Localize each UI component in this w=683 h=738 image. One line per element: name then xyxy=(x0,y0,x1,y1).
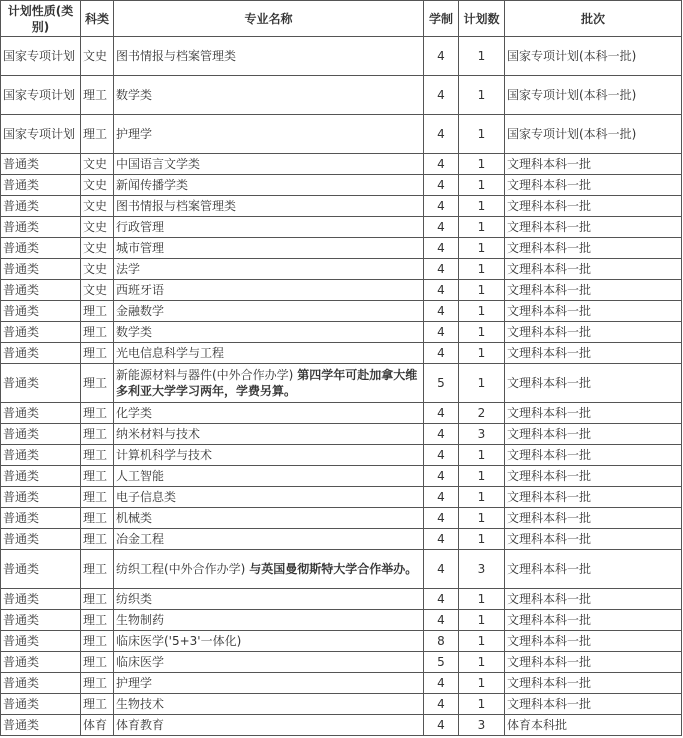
batch-cell: 文理科本科一批 xyxy=(505,529,682,550)
table-row xyxy=(1,37,682,76)
major-cell xyxy=(114,196,424,217)
quota-cell: 1 xyxy=(459,154,505,175)
years-cell: 4 xyxy=(424,466,459,487)
subject-cell: 理工 xyxy=(81,487,114,508)
major-name: 行政管理 xyxy=(116,220,165,234)
major-name: 纺织工程(中外合作办学) xyxy=(116,562,250,576)
table-row xyxy=(1,280,682,301)
batch-cell: 文理科本科一批 xyxy=(505,487,682,508)
years-cell: 4 xyxy=(424,508,459,529)
type-cell: 普通类 xyxy=(1,403,81,424)
major-name: 计算机科学与技术 xyxy=(116,448,213,462)
major-name: 中国语言文学类 xyxy=(116,157,201,171)
subject-cell: 理工 xyxy=(81,322,114,343)
type-cell: 普通类 xyxy=(1,589,81,610)
subject-cell: 文史 xyxy=(81,37,114,76)
major-cell xyxy=(114,424,424,445)
table-row xyxy=(1,154,682,175)
batch-cell: 文理科本科一批 xyxy=(505,259,682,280)
batch-cell: 文理科本科一批 xyxy=(505,466,682,487)
table-row xyxy=(1,529,682,550)
quota-cell: 1 xyxy=(459,115,505,154)
subject-cell: 理工 xyxy=(81,673,114,694)
major-cell xyxy=(114,715,424,736)
batch-cell: 文理科本科一批 xyxy=(505,403,682,424)
major-name: 图书情报与档案管理类 xyxy=(116,49,237,63)
batch-cell: 国家专项计划(本科一批) xyxy=(505,76,682,115)
table-row xyxy=(1,259,682,280)
batch-cell: 文理科本科一批 xyxy=(505,322,682,343)
table-row xyxy=(1,610,682,631)
subject-cell: 理工 xyxy=(81,529,114,550)
quota-cell: 1 xyxy=(459,487,505,508)
major-cell xyxy=(114,175,424,196)
major-cell xyxy=(114,487,424,508)
table-row xyxy=(1,217,682,238)
years-cell: 4 xyxy=(424,280,459,301)
quota-cell: 1 xyxy=(459,652,505,673)
table-row xyxy=(1,550,682,589)
major-cell xyxy=(114,259,424,280)
type-cell: 普通类 xyxy=(1,715,81,736)
quota-cell: 1 xyxy=(459,364,505,403)
table-row xyxy=(1,424,682,445)
header-major: 专业名称 xyxy=(114,1,424,37)
header-row xyxy=(1,1,682,37)
batch-cell: 国家专项计划(本科一批) xyxy=(505,115,682,154)
quota-cell: 1 xyxy=(459,694,505,715)
quota-cell: 1 xyxy=(459,322,505,343)
quota-cell: 1 xyxy=(459,529,505,550)
major-cell xyxy=(114,694,424,715)
subject-cell: 理工 xyxy=(81,550,114,589)
type-cell: 普通类 xyxy=(1,364,81,403)
subject-cell: 理工 xyxy=(81,403,114,424)
years-cell: 4 xyxy=(424,715,459,736)
major-cell xyxy=(114,508,424,529)
type-cell: 普通类 xyxy=(1,196,81,217)
quota-cell: 1 xyxy=(459,76,505,115)
subject-cell: 理工 xyxy=(81,694,114,715)
major-name: 冶金工程 xyxy=(116,532,165,546)
table-row xyxy=(1,76,682,115)
subject-cell: 文史 xyxy=(81,259,114,280)
major-cell xyxy=(114,301,424,322)
type-cell: 普通类 xyxy=(1,487,81,508)
years-cell: 4 xyxy=(424,115,459,154)
subject-cell: 体育 xyxy=(81,715,114,736)
table-row xyxy=(1,322,682,343)
years-cell: 4 xyxy=(424,301,459,322)
major-name: 纳米材料与技术 xyxy=(116,427,201,441)
years-cell: 4 xyxy=(424,217,459,238)
batch-cell: 文理科本科一批 xyxy=(505,445,682,466)
batch-cell: 文理科本科一批 xyxy=(505,694,682,715)
type-cell: 国家专项计划 xyxy=(1,37,81,76)
batch-cell: 文理科本科一批 xyxy=(505,589,682,610)
subject-cell: 理工 xyxy=(81,631,114,652)
years-cell: 5 xyxy=(424,364,459,403)
subject-cell: 文史 xyxy=(81,175,114,196)
years-cell: 8 xyxy=(424,631,459,652)
major-cell xyxy=(114,154,424,175)
quota-cell: 1 xyxy=(459,301,505,322)
table-row xyxy=(1,652,682,673)
table-row xyxy=(1,508,682,529)
type-cell: 普通类 xyxy=(1,631,81,652)
batch-cell: 文理科本科一批 xyxy=(505,217,682,238)
subject-cell: 文史 xyxy=(81,280,114,301)
years-cell: 4 xyxy=(424,424,459,445)
major-cell xyxy=(114,652,424,673)
quota-cell: 1 xyxy=(459,508,505,529)
quota-cell: 1 xyxy=(459,175,505,196)
batch-cell: 文理科本科一批 xyxy=(505,175,682,196)
type-cell: 普通类 xyxy=(1,673,81,694)
type-cell: 普通类 xyxy=(1,343,81,364)
major-cell xyxy=(114,550,424,589)
major-cell xyxy=(114,322,424,343)
major-note: 第四学年可赴加拿大维多利亚大学学习两年，学费另算。 xyxy=(116,368,418,398)
type-cell: 普通类 xyxy=(1,175,81,196)
subject-cell: 理工 xyxy=(81,652,114,673)
batch-cell: 文理科本科一批 xyxy=(505,238,682,259)
type-cell: 国家专项计划 xyxy=(1,76,81,115)
table-row xyxy=(1,487,682,508)
major-cell xyxy=(114,529,424,550)
type-cell: 普通类 xyxy=(1,154,81,175)
years-cell: 4 xyxy=(424,259,459,280)
major-name: 体育教育 xyxy=(116,718,165,732)
quota-cell: 3 xyxy=(459,424,505,445)
major-cell xyxy=(114,631,424,652)
header-type: 计划性质(类别) xyxy=(1,1,81,37)
major-cell xyxy=(114,217,424,238)
quota-cell: 3 xyxy=(459,715,505,736)
years-cell: 4 xyxy=(424,487,459,508)
major-cell xyxy=(114,115,424,154)
table-row xyxy=(1,694,682,715)
subject-cell: 理工 xyxy=(81,115,114,154)
major-name: 临床医学('5+3'一体化) xyxy=(116,634,242,648)
header-subject: 科类 xyxy=(81,1,114,37)
table-row xyxy=(1,673,682,694)
years-cell: 4 xyxy=(424,610,459,631)
quota-cell: 1 xyxy=(459,238,505,259)
table-row xyxy=(1,715,682,736)
quota-cell: 1 xyxy=(459,217,505,238)
type-cell: 普通类 xyxy=(1,529,81,550)
major-name: 护理学 xyxy=(116,676,153,690)
years-cell: 4 xyxy=(424,529,459,550)
major-cell xyxy=(114,466,424,487)
type-cell: 普通类 xyxy=(1,238,81,259)
major-name: 金融数学 xyxy=(116,304,165,318)
batch-cell: 体育本科批 xyxy=(505,715,682,736)
years-cell: 4 xyxy=(424,37,459,76)
header-quota: 计划数 xyxy=(459,1,505,37)
quota-cell: 2 xyxy=(459,403,505,424)
table-row xyxy=(1,238,682,259)
batch-cell: 文理科本科一批 xyxy=(505,508,682,529)
batch-cell: 文理科本科一批 xyxy=(505,631,682,652)
batch-cell: 文理科本科一批 xyxy=(505,364,682,403)
quota-cell: 1 xyxy=(459,196,505,217)
major-name: 电子信息类 xyxy=(116,490,177,504)
years-cell: 4 xyxy=(424,550,459,589)
major-cell xyxy=(114,673,424,694)
major-cell xyxy=(114,364,424,403)
quota-cell: 1 xyxy=(459,259,505,280)
major-name: 数学类 xyxy=(116,325,153,339)
major-cell xyxy=(114,403,424,424)
major-cell xyxy=(114,445,424,466)
quota-cell: 1 xyxy=(459,343,505,364)
table-row xyxy=(1,589,682,610)
type-cell: 普通类 xyxy=(1,424,81,445)
header-batch: 批次 xyxy=(505,1,682,37)
batch-cell: 文理科本科一批 xyxy=(505,280,682,301)
years-cell: 4 xyxy=(424,196,459,217)
batch-cell: 文理科本科一批 xyxy=(505,343,682,364)
years-cell: 4 xyxy=(424,694,459,715)
years-cell: 5 xyxy=(424,652,459,673)
major-name: 纺织类 xyxy=(116,592,153,606)
subject-cell: 理工 xyxy=(81,466,114,487)
table-row xyxy=(1,301,682,322)
quota-cell: 1 xyxy=(459,37,505,76)
type-cell: 普通类 xyxy=(1,217,81,238)
major-cell xyxy=(114,76,424,115)
major-cell xyxy=(114,589,424,610)
table-row xyxy=(1,631,682,652)
major-name: 人工智能 xyxy=(116,469,165,483)
table-row xyxy=(1,343,682,364)
major-cell xyxy=(114,37,424,76)
type-cell: 普通类 xyxy=(1,322,81,343)
batch-cell: 文理科本科一批 xyxy=(505,673,682,694)
major-name: 生物制药 xyxy=(116,613,165,627)
subject-cell: 理工 xyxy=(81,76,114,115)
subject-cell: 理工 xyxy=(81,364,114,403)
table-row xyxy=(1,196,682,217)
type-cell: 普通类 xyxy=(1,694,81,715)
major-name: 护理学 xyxy=(116,127,153,141)
years-cell: 4 xyxy=(424,673,459,694)
subject-cell: 理工 xyxy=(81,589,114,610)
header-years: 学制 xyxy=(424,1,459,37)
batch-cell: 文理科本科一批 xyxy=(505,550,682,589)
table-row xyxy=(1,466,682,487)
subject-cell: 文史 xyxy=(81,154,114,175)
quota-cell: 1 xyxy=(459,631,505,652)
type-cell: 普通类 xyxy=(1,508,81,529)
years-cell: 4 xyxy=(424,238,459,259)
table-row xyxy=(1,403,682,424)
type-cell: 普通类 xyxy=(1,652,81,673)
years-cell: 4 xyxy=(424,445,459,466)
major-name: 数学类 xyxy=(116,88,153,102)
table-row xyxy=(1,175,682,196)
major-cell xyxy=(114,343,424,364)
batch-cell: 国家专项计划(本科一批) xyxy=(505,37,682,76)
years-cell: 4 xyxy=(424,76,459,115)
type-cell: 普通类 xyxy=(1,550,81,589)
subject-cell: 理工 xyxy=(81,610,114,631)
type-cell: 普通类 xyxy=(1,466,81,487)
quota-cell: 1 xyxy=(459,610,505,631)
major-name: 新闻传播学类 xyxy=(116,178,189,192)
subject-cell: 理工 xyxy=(81,445,114,466)
major-cell xyxy=(114,238,424,259)
table-row xyxy=(1,445,682,466)
major-name: 图书情报与档案管理类 xyxy=(116,199,237,213)
years-cell: 4 xyxy=(424,175,459,196)
years-cell: 4 xyxy=(424,322,459,343)
major-cell xyxy=(114,280,424,301)
quota-cell: 1 xyxy=(459,673,505,694)
major-name: 临床医学 xyxy=(116,655,165,669)
type-cell: 普通类 xyxy=(1,259,81,280)
major-note: 与英国曼彻斯特大学合作举办。 xyxy=(249,562,418,576)
subject-cell: 理工 xyxy=(81,301,114,322)
type-cell: 普通类 xyxy=(1,280,81,301)
years-cell: 4 xyxy=(424,343,459,364)
major-name: 西班牙语 xyxy=(116,283,165,297)
table-row xyxy=(1,115,682,154)
years-cell: 4 xyxy=(424,154,459,175)
subject-cell: 理工 xyxy=(81,508,114,529)
major-name: 城市管理 xyxy=(116,241,165,255)
quota-cell: 3 xyxy=(459,550,505,589)
years-cell: 4 xyxy=(424,403,459,424)
subject-cell: 文史 xyxy=(81,238,114,259)
major-name: 机械类 xyxy=(116,511,153,525)
major-name: 生物技术 xyxy=(116,697,165,711)
major-name: 化学类 xyxy=(116,406,153,420)
major-name: 新能源材料与器件(中外合作办学) xyxy=(116,368,298,382)
quota-cell: 1 xyxy=(459,466,505,487)
batch-cell: 文理科本科一批 xyxy=(505,610,682,631)
batch-cell: 文理科本科一批 xyxy=(505,301,682,322)
major-cell xyxy=(114,610,424,631)
batch-cell: 文理科本科一批 xyxy=(505,652,682,673)
years-cell: 4 xyxy=(424,589,459,610)
batch-cell: 文理科本科一批 xyxy=(505,196,682,217)
major-name: 法学 xyxy=(116,262,141,276)
batch-cell: 文理科本科一批 xyxy=(505,154,682,175)
quota-cell: 1 xyxy=(459,589,505,610)
type-cell: 普通类 xyxy=(1,301,81,322)
major-name: 光电信息科学与工程 xyxy=(116,346,225,360)
batch-cell: 文理科本科一批 xyxy=(505,424,682,445)
type-cell: 普通类 xyxy=(1,445,81,466)
subject-cell: 理工 xyxy=(81,343,114,364)
quota-cell: 1 xyxy=(459,280,505,301)
subject-cell: 文史 xyxy=(81,196,114,217)
table-row xyxy=(1,364,682,403)
subject-cell: 理工 xyxy=(81,424,114,445)
quota-cell: 1 xyxy=(459,445,505,466)
subject-cell: 文史 xyxy=(81,217,114,238)
type-cell: 普通类 xyxy=(1,610,81,631)
type-cell: 国家专项计划 xyxy=(1,115,81,154)
